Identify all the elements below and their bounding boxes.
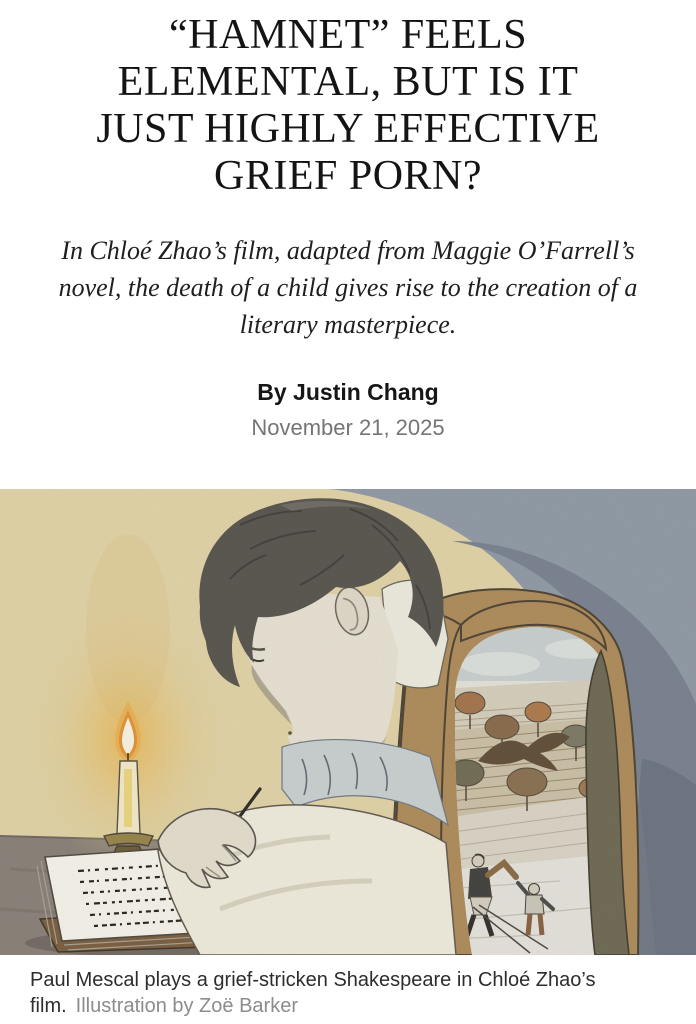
headline-line: GRIEF PORN?: [213, 153, 483, 199]
dek-line: literary masterpiece.: [239, 310, 457, 339]
hero-figure: [0, 489, 696, 1019]
headline-line: JUST HIGHLY EFFECTIVE: [96, 106, 600, 152]
figure-caption: [0, 967, 696, 1019]
paper-grain: [0, 489, 696, 955]
headline-line: ELEMENTAL, BUT IS IT: [117, 59, 579, 105]
caption-text: Paul Mescal plays a grief-stricken Shakespeare in Chloé Zhao’s film.: [30, 969, 596, 1017]
byline-link[interactable]: By Justin Chang: [257, 379, 439, 405]
hero-illustration: [0, 489, 696, 955]
dek: [0, 232, 696, 343]
dek-line: In Chloé Zhao’s film, adapted from Maggie O’Farrell’s: [61, 236, 635, 265]
caption-credit: Illustration by Zoë Barker: [75, 995, 298, 1017]
publish-date: November 21, 2025: [251, 415, 445, 440]
headline-line: “HAMNET” FEELS: [168, 12, 528, 58]
dek-line: novel, the death of a child gives rise to the creation of a: [58, 273, 638, 302]
headline: [0, 12, 696, 200]
article-header: [0, 0, 696, 441]
